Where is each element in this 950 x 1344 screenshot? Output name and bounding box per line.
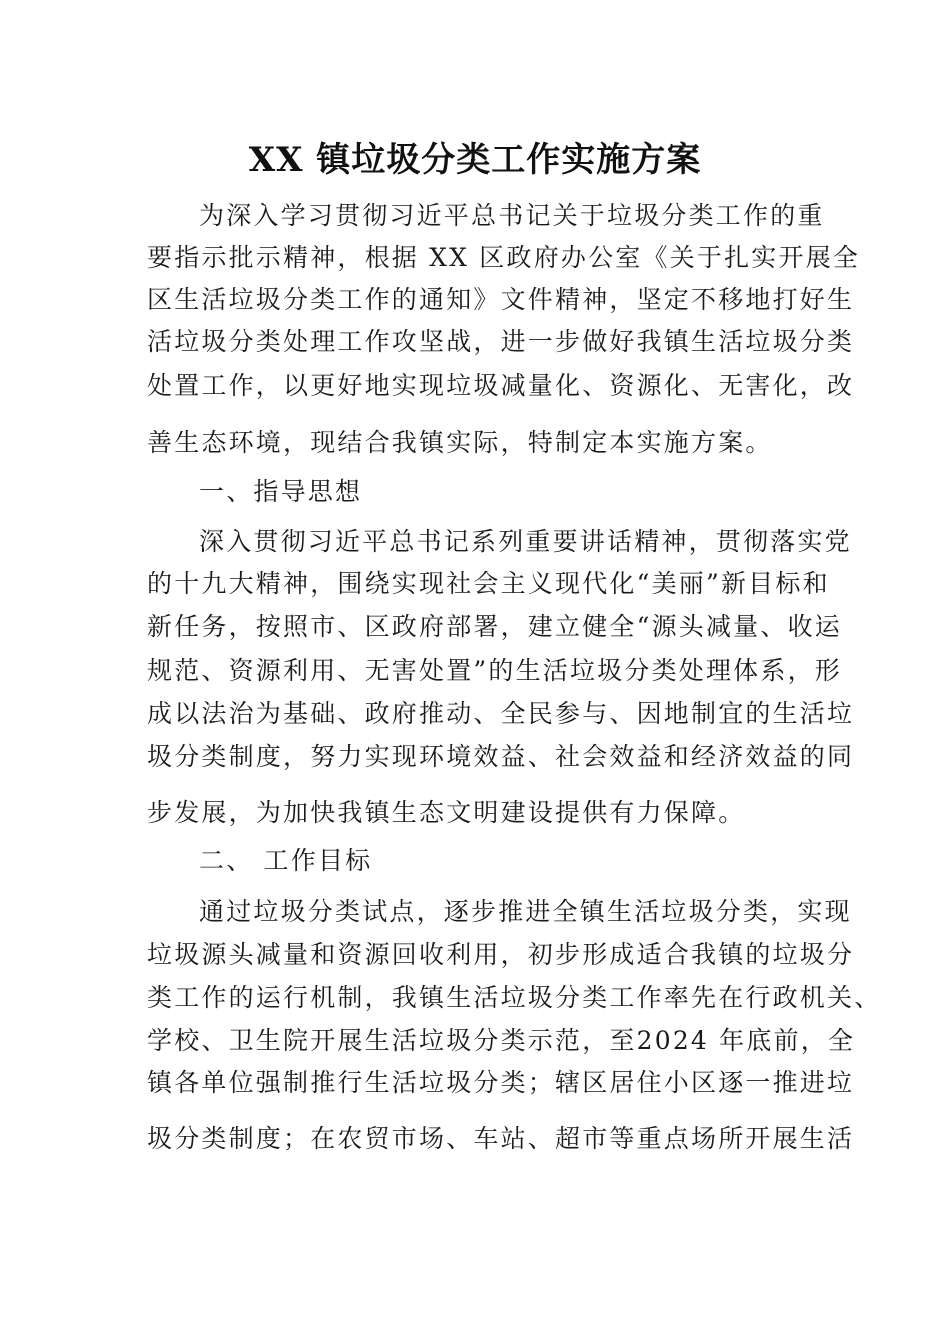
paragraph-line: 圾分类制度；在农贸市场、车站、超市等重点场所开展生活 [147,1124,855,1153]
paragraph-line: 处置工作，以更好地实现垃圾减量化、资源化、无害化，改 [147,371,855,400]
paragraph-line: 的十九大精神，围绕实现社会主义现代化“美丽”新目标和 [147,569,830,598]
paragraph-line: 新任务，按照市、区政府部署，建立健全“源头减量、收运 [147,612,842,641]
document-title: XX 镇垃圾分类工作实施方案 [248,140,702,180]
paragraph-line: 善生态环境，现结合我镇实际，特制定本实施方案。 [147,428,773,457]
paragraph-line: 类工作的运行机制，我镇生活垃圾分类工作率先在行政机关、 [147,983,882,1012]
section-heading: 一、指导思想 [199,477,363,506]
paragraph-line: 规范、资源利用、无害处置”的生活垃圾分类处理体系，形 [147,656,842,685]
paragraph-line: 区生活垃圾分类工作的通知》文件精神，坚定不移地打好生 [147,285,855,314]
section-heading: 二、 工作目标 [199,846,373,875]
paragraph-line: 为深入学习贯彻习近平总书记关于垃圾分类工作的重 [199,201,825,230]
paragraph-line: 圾分类制度，努力实现环境效益、社会效益和经济效益的同 [147,742,855,771]
paragraph-line: 镇各单位强制推行生活垃圾分类；辖区居住小区逐一推进垃 [147,1068,855,1097]
paragraph-line: 垃圾源头减量和资源回收利用，初步形成适合我镇的垃圾分 [147,940,855,969]
paragraph-line: 通过垃圾分类试点，逐步推进全镇生活垃圾分类，实现 [199,897,852,926]
paragraph-line: 步发展，为加快我镇生态文明建设提供有力保障。 [147,798,746,827]
paragraph-line: 成以法治为基础、政府推动、全民参与、因地制宜的生活垃 [147,699,855,728]
paragraph-line: 学校、卫生院开展生活垃圾分类示范，至2024 年底前，全 [147,1026,856,1055]
paragraph-line: 活垃圾分类处理工作攻坚战，进一步做好我镇生活垃圾分类 [147,327,855,356]
paragraph-line: 要指示批示精神，根据 XX 区政府办公室《关于扎实开展全 [147,243,861,272]
paragraph-line: 深入贯彻习近平总书记系列重要讲话精神，贯彻落实党 [199,527,852,556]
